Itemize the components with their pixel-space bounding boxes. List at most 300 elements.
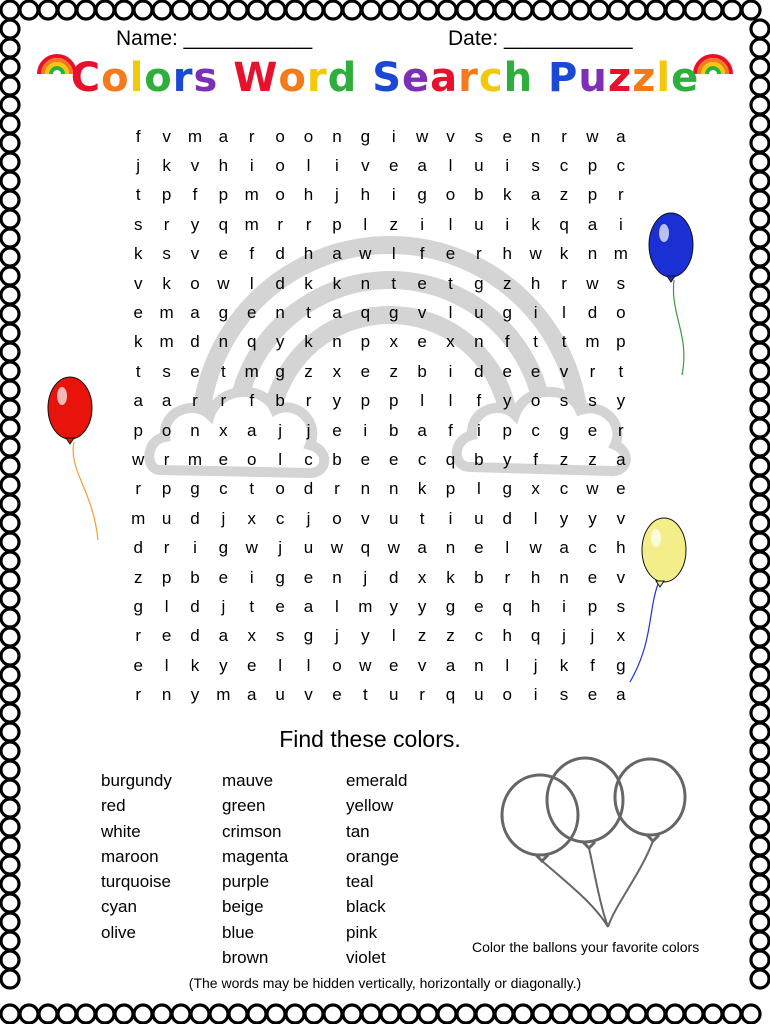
grid-letter[interactable]: j — [363, 567, 368, 587]
grid-letter[interactable]: l — [249, 273, 254, 293]
grid-letter[interactable]: a — [303, 596, 314, 616]
grid-letter[interactable]: s — [162, 361, 171, 381]
grid-letter[interactable]: n — [360, 273, 371, 293]
grid-letter[interactable]: n — [161, 685, 172, 705]
grid-letter[interactable]: l — [420, 391, 424, 411]
grid-letter[interactable]: q — [247, 332, 257, 352]
grid-letter[interactable]: v — [361, 156, 370, 176]
grid-letter[interactable]: i — [618, 214, 623, 234]
grid-letter[interactable]: r — [163, 449, 170, 469]
grid-letter[interactable]: g — [218, 303, 229, 323]
grid-letter[interactable]: f — [476, 391, 482, 411]
grid-letter[interactable]: m — [244, 361, 259, 381]
grid-letter[interactable]: l — [448, 391, 453, 411]
grid-letter[interactable]: e — [360, 361, 371, 381]
grid-letter[interactable]: v — [417, 303, 427, 323]
grid-letter[interactable]: a — [218, 626, 229, 646]
grid-letter[interactable]: o — [616, 303, 626, 323]
grid-letter[interactable]: e — [502, 126, 512, 146]
grid-letter[interactable]: g — [275, 361, 285, 381]
grid-letter[interactable]: a — [445, 655, 456, 675]
grid-letter[interactable]: c — [559, 156, 569, 176]
grid-letter[interactable]: m — [159, 303, 174, 323]
grid-letter[interactable]: t — [249, 479, 255, 499]
grid-letter[interactable]: i — [249, 156, 254, 176]
grid-letter[interactable]: i — [476, 420, 481, 440]
grid-letter[interactable]: c — [588, 538, 597, 558]
grid-letter[interactable]: k — [417, 479, 427, 499]
grid-letter[interactable]: m — [216, 685, 231, 705]
grid-letter[interactable]: k — [559, 244, 569, 264]
grid-letter[interactable]: d — [474, 361, 484, 381]
grid-letter[interactable]: u — [474, 303, 484, 323]
grid-letter[interactable]: e — [502, 361, 512, 381]
grid-letter[interactable]: r — [192, 391, 198, 411]
grid-letter[interactable]: b — [275, 391, 285, 411]
date-field[interactable]: Date: ___________ — [448, 27, 633, 50]
grid-letter[interactable]: i — [562, 596, 566, 616]
grid-letter[interactable]: a — [247, 685, 257, 705]
grid-letter[interactable]: r — [305, 391, 312, 411]
grid-letter[interactable]: y — [616, 391, 626, 411]
grid-letter[interactable]: m — [159, 332, 174, 352]
grid-letter[interactable]: r — [248, 126, 255, 146]
grid-letter[interactable]: e — [417, 273, 427, 293]
grid-letter[interactable]: z — [503, 273, 512, 293]
grid-letter[interactable]: l — [335, 596, 339, 616]
grid-letter[interactable]: r — [135, 479, 142, 499]
grid-letter[interactable]: p — [161, 567, 172, 587]
grid-letter[interactable]: z — [588, 449, 597, 469]
grid-letter[interactable]: b — [474, 449, 484, 469]
grid-letter[interactable]: x — [247, 626, 256, 646]
grid-letter[interactable]: v — [190, 156, 200, 176]
grid-letter[interactable]: m — [244, 214, 259, 234]
grid-letter[interactable]: n — [275, 303, 285, 323]
grid-letter[interactable]: a — [332, 303, 342, 323]
grid-letter[interactable]: h — [530, 567, 541, 587]
grid-letter[interactable]: j — [335, 185, 339, 205]
grid-letter[interactable]: w — [245, 538, 258, 558]
balloon-coloring-icon[interactable] — [500, 755, 690, 935]
grid-letter[interactable]: i — [505, 214, 510, 234]
grid-letter[interactable]: p — [587, 596, 598, 616]
grid-letter[interactable]: d — [502, 508, 512, 528]
grid-letter[interactable]: b — [190, 567, 200, 587]
grid-letter[interactable]: g — [275, 567, 285, 587]
grid-letter[interactable]: g — [445, 596, 456, 616]
grid-letter[interactable]: i — [335, 156, 339, 176]
grid-letter[interactable]: j — [221, 508, 226, 528]
grid-letter[interactable]: r — [504, 567, 511, 587]
grid-letter[interactable]: r — [589, 361, 596, 381]
grid-letter[interactable]: f — [504, 332, 510, 352]
grid-letter[interactable]: x — [219, 420, 228, 440]
grid-letter[interactable]: o — [275, 156, 285, 176]
grid-letter[interactable]: m — [585, 332, 600, 352]
grid-letter[interactable]: g — [559, 420, 569, 440]
grid-letter[interactable]: n — [559, 567, 569, 587]
grid-letter[interactable]: g — [218, 538, 229, 558]
grid-letter[interactable]: l — [448, 214, 453, 234]
grid-letter[interactable]: r — [135, 685, 142, 705]
grid-letter[interactable]: f — [533, 449, 539, 469]
grid-letter[interactable]: l — [505, 538, 510, 558]
grid-letter[interactable]: l — [505, 655, 510, 675]
grid-letter[interactable]: v — [616, 508, 626, 528]
grid-letter[interactable]: c — [417, 449, 427, 469]
grid-letter[interactable]: f — [419, 244, 425, 264]
grid-letter[interactable]: y — [588, 508, 597, 528]
grid-letter[interactable]: h — [616, 538, 626, 558]
grid-letter[interactable]: b — [332, 449, 342, 469]
grid-letter[interactable]: p — [161, 185, 172, 205]
grid-letter[interactable]: k — [446, 567, 455, 587]
grid-letter[interactable]: y — [275, 332, 285, 352]
grid-letter[interactable]: r — [305, 214, 312, 234]
grid-letter[interactable]: d — [190, 332, 200, 352]
word-search-grid[interactable] — [124, 122, 636, 710]
grid-letter[interactable]: f — [448, 420, 453, 440]
grid-letter[interactable]: k — [162, 156, 171, 176]
grid-letter[interactable]: c — [559, 479, 569, 499]
grid-letter[interactable]: t — [448, 273, 453, 293]
grid-letter[interactable]: q — [502, 596, 512, 616]
grid-letter[interactable]: k — [304, 273, 313, 293]
grid-letter[interactable]: j — [306, 420, 311, 440]
grid-letter[interactable]: r — [163, 538, 170, 558]
name-field[interactable]: Name: ___________ — [116, 27, 313, 50]
grid-letter[interactable]: w — [586, 126, 599, 146]
grid-letter[interactable]: x — [332, 361, 342, 381]
grid-letter[interactable]: x — [417, 567, 427, 587]
grid-letter[interactable]: e — [247, 303, 257, 323]
grid-letter[interactable]: e — [388, 449, 399, 469]
grid-letter[interactable]: t — [221, 361, 226, 381]
grid-letter[interactable]: w — [387, 538, 400, 558]
grid-letter[interactable]: t — [561, 332, 567, 352]
grid-letter[interactable]: x — [616, 626, 626, 646]
grid-letter[interactable]: h — [502, 244, 512, 264]
grid-letter[interactable]: e — [247, 655, 257, 675]
grid-letter[interactable]: e — [332, 420, 342, 440]
grid-letter[interactable]: o — [502, 685, 512, 705]
grid-letter[interactable]: x — [247, 508, 256, 528]
grid-letter[interactable]: t — [306, 303, 311, 323]
grid-letter[interactable]: c — [275, 508, 285, 528]
grid-letter[interactable]: m — [358, 596, 373, 616]
grid-letter[interactable]: y — [503, 449, 512, 469]
grid-letter[interactable]: l — [306, 655, 311, 675]
grid-letter[interactable]: e — [161, 626, 172, 646]
grid-letter[interactable]: b — [474, 185, 484, 205]
grid-letter[interactable]: v — [616, 567, 626, 587]
grid-letter[interactable]: w — [529, 244, 542, 264]
grid-letter[interactable]: e — [190, 361, 200, 381]
grid-letter[interactable]: d — [133, 538, 143, 558]
grid-letter[interactable]: y — [503, 391, 512, 411]
grid-letter[interactable]: t — [249, 596, 255, 616]
grid-letter[interactable]: z — [446, 626, 455, 646]
grid-letter[interactable]: r — [163, 214, 170, 234]
grid-letter[interactable]: g — [190, 479, 200, 499]
grid-letter[interactable]: t — [618, 361, 624, 381]
grid-letter[interactable]: l — [391, 626, 396, 646]
grid-letter[interactable]: n — [388, 479, 399, 499]
grid-letter[interactable]: j — [335, 626, 339, 646]
grid-letter[interactable]: o — [247, 449, 257, 469]
grid-letter[interactable]: v — [361, 508, 370, 528]
grid-letter[interactable]: j — [136, 156, 141, 176]
grid-letter[interactable]: u — [474, 156, 484, 176]
grid-letter[interactable]: b — [417, 361, 427, 381]
grid-letter[interactable]: i — [533, 685, 538, 705]
grid-letter[interactable]: u — [388, 508, 399, 528]
grid-letter[interactable]: r — [618, 420, 624, 440]
grid-letter[interactable]: e — [587, 567, 598, 587]
grid-letter[interactable]: t — [533, 332, 539, 352]
grid-letter[interactable]: n — [332, 567, 342, 587]
grid-letter[interactable]: z — [417, 626, 427, 646]
grid-letter[interactable]: i — [505, 156, 510, 176]
grid-letter[interactable]: f — [192, 185, 198, 205]
grid-letter[interactable]: t — [391, 273, 397, 293]
grid-letter[interactable]: l — [476, 479, 481, 499]
grid-letter[interactable]: v — [446, 126, 455, 146]
grid-letter[interactable]: y — [417, 596, 427, 616]
grid-letter[interactable]: n — [587, 244, 598, 264]
grid-letter[interactable]: l — [164, 596, 169, 616]
grid-letter[interactable]: p — [587, 185, 598, 205]
grid-letter[interactable]: n — [445, 538, 456, 558]
grid-letter[interactable]: l — [562, 303, 566, 323]
grid-letter[interactable]: a — [218, 126, 229, 146]
grid-letter[interactable]: v — [162, 126, 171, 146]
grid-letter[interactable]: y — [219, 655, 228, 675]
grid-letter[interactable]: o — [161, 420, 172, 440]
grid-letter[interactable]: a — [133, 391, 143, 411]
grid-letter[interactable]: z — [559, 449, 569, 469]
grid-letter[interactable]: s — [133, 214, 143, 234]
grid-letter[interactable]: r — [135, 626, 142, 646]
grid-letter[interactable]: d — [275, 244, 285, 264]
grid-letter[interactable]: e — [218, 244, 229, 264]
grid-letter[interactable]: x — [531, 479, 540, 499]
grid-letter[interactable]: n — [474, 655, 484, 675]
grid-letter[interactable]: a — [190, 303, 200, 323]
grid-letter[interactable]: p — [133, 420, 143, 440]
grid-letter[interactable]: t — [419, 508, 425, 528]
grid-letter[interactable]: s — [275, 626, 285, 646]
grid-letter[interactable]: n — [218, 332, 229, 352]
grid-letter[interactable]: j — [278, 420, 283, 440]
grid-letter[interactable]: w — [359, 244, 372, 264]
grid-letter[interactable]: o — [445, 185, 456, 205]
grid-letter[interactable]: d — [190, 508, 200, 528]
grid-letter[interactable]: e — [474, 596, 484, 616]
grid-letter[interactable]: c — [474, 626, 484, 646]
grid-letter[interactable]: k — [559, 655, 569, 675]
grid-letter[interactable]: a — [161, 391, 172, 411]
grid-letter[interactable]: w — [217, 273, 230, 293]
grid-letter[interactable]: z — [304, 361, 313, 381]
grid-letter[interactable]: v — [559, 361, 569, 381]
grid-letter[interactable]: s — [162, 244, 171, 264]
grid-letter[interactable]: h — [360, 185, 371, 205]
grid-letter[interactable]: q — [360, 538, 371, 558]
grid-letter[interactable]: p — [360, 391, 371, 411]
grid-letter[interactable]: g — [502, 479, 512, 499]
grid-letter[interactable]: o — [332, 655, 342, 675]
grid-letter[interactable]: y — [559, 508, 569, 528]
grid-letter[interactable]: q — [530, 626, 541, 646]
grid-letter[interactable]: i — [391, 185, 396, 205]
grid-letter[interactable]: k — [162, 273, 171, 293]
grid-letter[interactable]: l — [278, 655, 283, 675]
grid-letter[interactable]: h — [218, 156, 229, 176]
grid-letter[interactable]: l — [533, 508, 538, 528]
grid-letter[interactable]: w — [330, 538, 344, 558]
grid-letter[interactable]: i — [363, 420, 368, 440]
grid-letter[interactable]: a — [616, 449, 626, 469]
grid-letter[interactable]: l — [306, 156, 311, 176]
grid-letter[interactable]: e — [360, 449, 371, 469]
grid-letter[interactable]: e — [474, 538, 484, 558]
grid-letter[interactable]: f — [249, 244, 255, 264]
grid-letter[interactable]: k — [304, 332, 313, 352]
grid-letter[interactable]: k — [133, 332, 143, 352]
grid-letter[interactable]: f — [135, 126, 141, 146]
grid-letter[interactable]: o — [303, 126, 314, 146]
grid-letter[interactable]: n — [332, 126, 342, 146]
grid-letter[interactable]: d — [587, 303, 598, 323]
grid-letter[interactable]: n — [530, 126, 541, 146]
grid-letter[interactable]: h — [502, 626, 512, 646]
grid-letter[interactable]: i — [193, 538, 197, 558]
grid-letter[interactable]: s — [474, 126, 484, 146]
grid-letter[interactable]: d — [190, 626, 200, 646]
grid-letter[interactable]: n — [190, 420, 200, 440]
grid-letter[interactable]: q — [218, 214, 229, 234]
grid-letter[interactable]: t — [362, 685, 368, 705]
grid-letter[interactable]: j — [306, 508, 311, 528]
grid-letter[interactable]: l — [448, 303, 453, 323]
grid-letter[interactable]: o — [530, 391, 541, 411]
grid-letter[interactable]: i — [448, 361, 453, 381]
grid-letter[interactable]: w — [132, 449, 145, 469]
grid-letter[interactable]: r — [277, 214, 283, 234]
grid-letter[interactable]: e — [275, 596, 285, 616]
grid-letter[interactable]: j — [221, 596, 226, 616]
grid-letter[interactable]: p — [360, 332, 371, 352]
grid-letter[interactable]: o — [332, 508, 342, 528]
grid-letter[interactable]: d — [388, 567, 399, 587]
grid-letter[interactable]: z — [389, 361, 398, 381]
grid-letter[interactable]: y — [332, 391, 342, 411]
grid-letter[interactable]: a — [616, 126, 626, 146]
grid-letter[interactable]: l — [164, 655, 169, 675]
grid-letter[interactable]: r — [618, 185, 624, 205]
grid-letter[interactable]: a — [616, 685, 626, 705]
grid-letter[interactable]: l — [278, 449, 283, 469]
grid-letter[interactable]: k — [503, 185, 512, 205]
grid-letter[interactable]: r — [476, 244, 482, 264]
grid-letter[interactable]: q — [559, 214, 569, 234]
grid-letter[interactable]: y — [361, 626, 370, 646]
grid-letter[interactable]: o — [275, 185, 285, 205]
grid-letter[interactable]: w — [586, 479, 599, 499]
grid-letter[interactable]: c — [616, 156, 626, 176]
grid-letter[interactable]: j — [533, 655, 538, 675]
grid-letter[interactable]: k — [133, 244, 143, 264]
grid-letter[interactable]: s — [559, 685, 569, 705]
grid-letter[interactable]: j — [562, 626, 566, 646]
grid-letter[interactable]: e — [417, 332, 427, 352]
grid-letter[interactable]: r — [419, 685, 425, 705]
grid-letter[interactable]: u — [161, 508, 172, 528]
grid-letter[interactable]: h — [303, 244, 314, 264]
grid-letter[interactable]: m — [244, 185, 259, 205]
grid-letter[interactable]: p — [616, 332, 626, 352]
grid-letter[interactable]: r — [220, 391, 227, 411]
grid-letter[interactable]: p — [161, 479, 172, 499]
grid-letter[interactable]: s — [531, 156, 540, 176]
grid-letter[interactable]: l — [363, 214, 368, 234]
grid-letter[interactable]: g — [502, 303, 512, 323]
grid-letter[interactable]: s — [588, 391, 597, 411]
grid-letter[interactable]: k — [332, 273, 342, 293]
grid-letter[interactable]: w — [359, 655, 372, 675]
grid-letter[interactable]: o — [275, 479, 285, 499]
grid-letter[interactable]: a — [417, 420, 427, 440]
grid-letter[interactable]: x — [389, 332, 398, 352]
grid-letter[interactable]: a — [530, 185, 541, 205]
grid-letter[interactable]: f — [249, 391, 255, 411]
grid-letter[interactable]: g — [474, 273, 484, 293]
grid-letter[interactable]: g — [616, 655, 626, 675]
grid-letter[interactable]: w — [415, 126, 429, 146]
grid-letter[interactable]: c — [531, 420, 540, 440]
grid-letter[interactable]: u — [474, 508, 484, 528]
grid-letter[interactable]: z — [133, 567, 143, 587]
grid-letter[interactable]: n — [474, 332, 484, 352]
grid-letter[interactable]: d — [303, 479, 314, 499]
grid-letter[interactable]: m — [613, 244, 628, 264]
grid-letter[interactable]: u — [275, 685, 285, 705]
grid-letter[interactable]: n — [360, 479, 371, 499]
grid-letter[interactable]: i — [448, 508, 453, 528]
grid-letter[interactable]: i — [249, 567, 254, 587]
grid-letter[interactable]: i — [420, 214, 424, 234]
grid-letter[interactable]: j — [278, 538, 283, 558]
grid-letter[interactable]: r — [334, 479, 340, 499]
grid-letter[interactable]: o — [275, 126, 285, 146]
grid-letter[interactable]: m — [131, 508, 146, 528]
grid-letter[interactable]: m — [187, 126, 203, 146]
grid-letter[interactable]: w — [586, 273, 599, 293]
grid-letter[interactable]: d — [190, 596, 200, 616]
grid-letter[interactable]: l — [391, 244, 396, 264]
grid-letter[interactable]: r — [561, 126, 567, 146]
grid-letter[interactable]: i — [391, 126, 396, 146]
grid-letter[interactable]: e — [218, 567, 229, 587]
grid-letter[interactable]: e — [332, 685, 342, 705]
grid-letter[interactable]: p — [388, 391, 399, 411]
grid-letter[interactable]: u — [303, 538, 314, 558]
grid-letter[interactable]: a — [247, 420, 257, 440]
grid-letter[interactable]: d — [275, 273, 285, 293]
grid-letter[interactable]: f — [590, 655, 595, 675]
